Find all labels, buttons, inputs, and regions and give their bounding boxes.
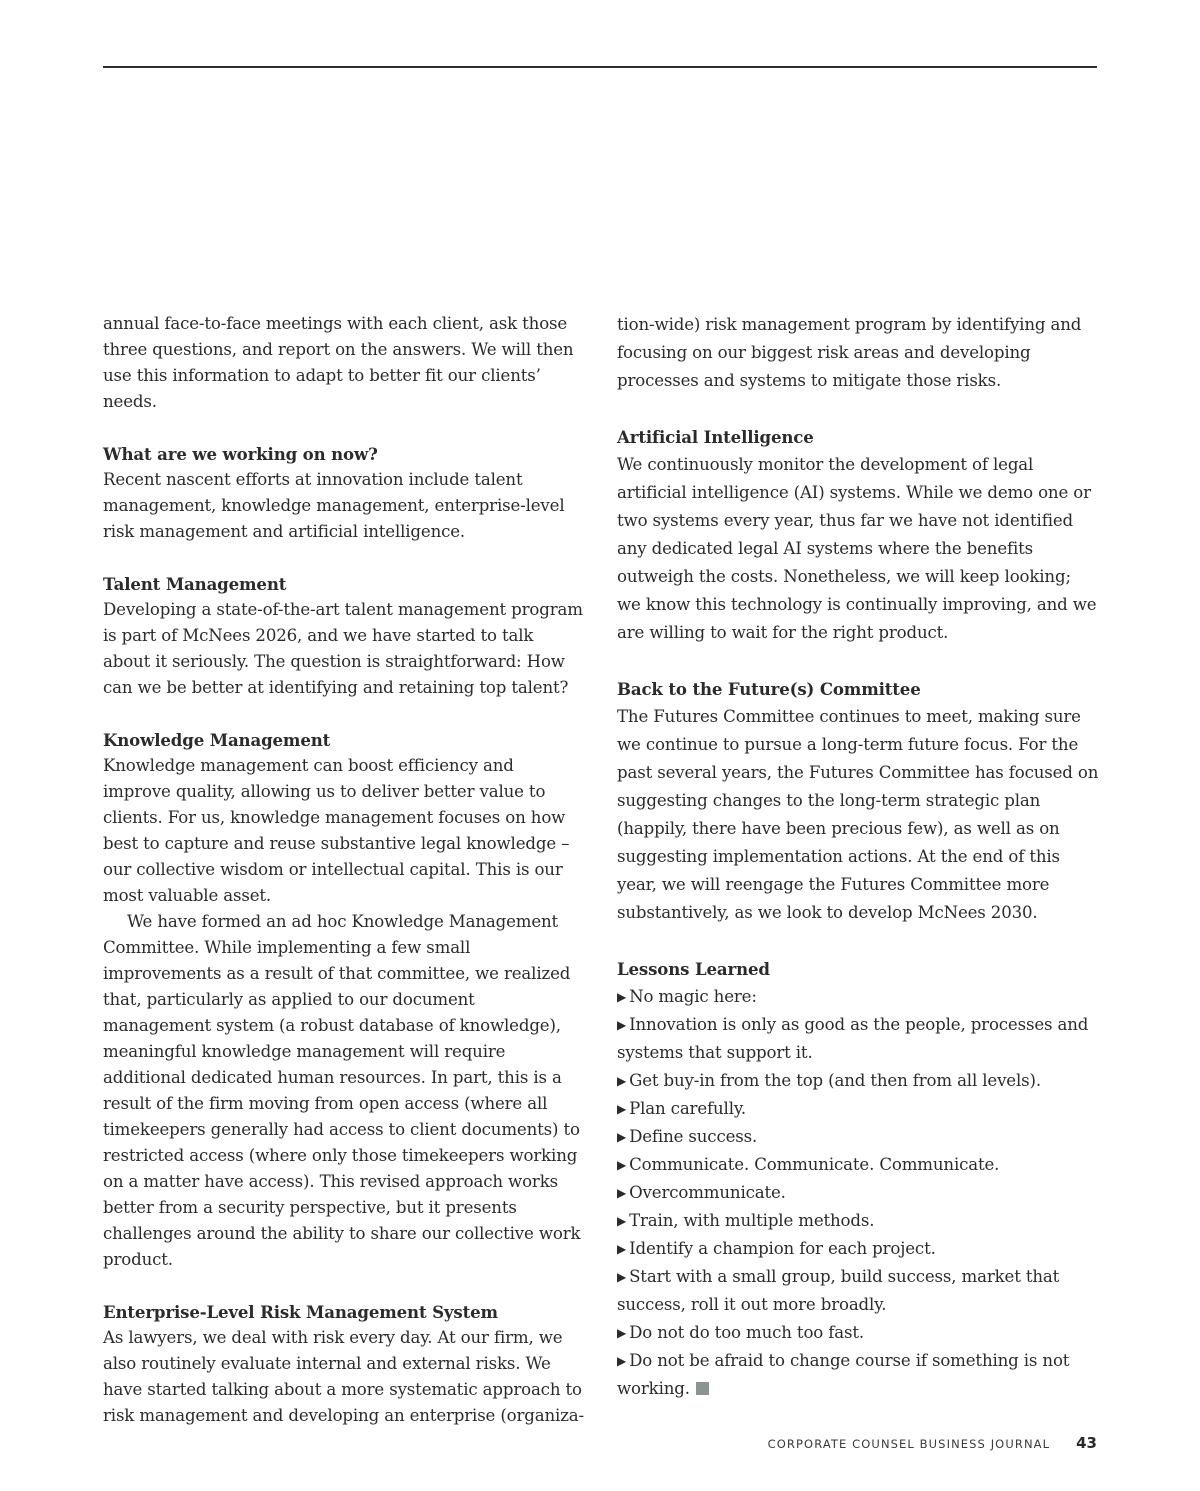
journal-name: CORPORATE COUNSEL BUSINESS JOURNAL [767,1437,1051,1451]
right-triangle-icon: ▶ [617,1018,627,1032]
working-heading: What are we working on now? [103,444,378,464]
list-item: ▶ Plan carefully. [617,1095,1099,1123]
page-number: 43 [1076,1434,1097,1452]
right-triangle-icon: ▶ [617,1158,627,1172]
list-item: ▶ Identify a champion for each project. [617,1235,1099,1263]
top-rule [103,66,1097,68]
right-triangle-icon: ▶ [617,1326,627,1340]
list-item: ▶ Train, with multiple methods. [617,1207,1099,1235]
page-footer [768,1434,1097,1452]
knowledge-heading: Knowledge Management [103,730,331,750]
list-item: ▶ No magic here: [617,983,1099,1011]
list-item: ▶ Define success. [617,1123,1099,1151]
right-triangle-icon: ▶ [617,1130,627,1144]
left-column [103,311,585,1429]
risk-continued-paragraph: tion-wide) risk management program by identifying and focusing on our biggest risk areas and developing processes and systems to mitigate those risks. [617,315,1082,390]
right-triangle-icon: ▶ [617,1270,627,1284]
right-triangle-icon: ▶ [617,990,627,1004]
list-item: ▶ Start with a small group, build success, market that success, roll it out more broadly. [617,1263,1099,1319]
right-column [617,311,1099,1403]
working-paragraph: Recent nascent efforts at innovation include talent management, knowledge management, enterprise-level risk management and artificial intelligence. [103,470,565,541]
end-of-article-square-icon [696,1382,709,1395]
talent-heading: Talent Management [103,574,287,594]
talent-paragraph: Developing a state-of-the-art talent management program is part of McNees 2026, and we have started to talk about it seriously. The question is straightforward: How can we be better at identifying and retaining top talent? [103,600,583,697]
risk-heading: Enterprise-Level Risk Management System [103,1302,498,1322]
future-heading: Back to the Future(s) Committee [617,679,921,699]
ai-heading: Artificial Intelligence [617,427,814,447]
right-triangle-icon: ▶ [617,1186,627,1200]
right-triangle-icon: ▶ [617,1214,627,1228]
right-triangle-icon: ▶ [617,1102,627,1116]
list-item: ▶ Innovation is only as good as the people, processes and systems that support it. [617,1011,1099,1067]
lessons-list [617,983,1099,1403]
right-triangle-icon: ▶ [617,1242,627,1256]
lessons-heading: Lessons Learned [617,959,770,979]
future-paragraph: The Futures Committee continues to meet, making sure we continue to pursue a long-term future focus. For the past several years, the Futures Committee has focused on suggesting changes to the long-term strategic plan (happily, there have been precious few), as well as on suggesting implementation actions. At the end of this year, we will reengage the Futures Committee more substantively, as we look to develop McNees 2030. [617,707,1099,922]
intro-paragraph: annual face-to-face meetings with each client, ask those three questions, and report on the answers. We will then use this information to adapt to better fit our clients’ needs. [103,314,574,411]
list-item: ▶ Communicate. Communicate. Communicate. [617,1151,1099,1179]
knowledge-paragraph-2: We have formed an ad hoc Knowledge Management Committee. While implementing a few small improvements as a result of that committee, we realized that, particularly as applied to our document management system (a robust database of knowledge), meaningful knowledge management will require additional dedicated human resources. In part, this is a result of the firm moving from open access (where all timekeepers generally had access to client documents) to restricted access (where only those timekeepers working on a matter have access). This revised approach works better from a security perspective, but it presents challenges around the ability to share our collective work product. [103,912,581,1269]
list-item: ▶ Do not do too much too fast. [617,1319,1099,1347]
right-triangle-icon: ▶ [617,1354,627,1368]
knowledge-paragraph-1: Knowledge management can boost efficiency and improve quality, allowing us to deliver better value to clients. For us, knowledge management focuses on how best to capture and reuse substantive legal knowledge – our collective wisdom or intellectual capital. This is our most valuable asset. [103,756,570,905]
list-item: ▶ Overcommunicate. [617,1179,1099,1207]
risk-paragraph: As lawyers, we deal with risk every day. At our firm, we also routinely evaluate internal and external risks. We have started talking about a more systematic approach to risk management and developing an enterprise (organiza- [103,1328,584,1425]
list-item: ▶ Get buy-in from the top (and then from all levels). [617,1067,1099,1095]
ai-paragraph: We continuously monitor the development of legal artificial intelligence (AI) systems. While we demo one or two systems every year, thus far we have not identified any dedicated legal AI systems where the benefits outweigh the costs. Nonetheless, we will keep looking; we know this technology is continually improving, and we are willing to wait for the right product. [617,455,1097,642]
list-item: ▶ Do not be afraid to change course if something is not working. [617,1347,1099,1403]
right-triangle-icon: ▶ [617,1074,627,1088]
